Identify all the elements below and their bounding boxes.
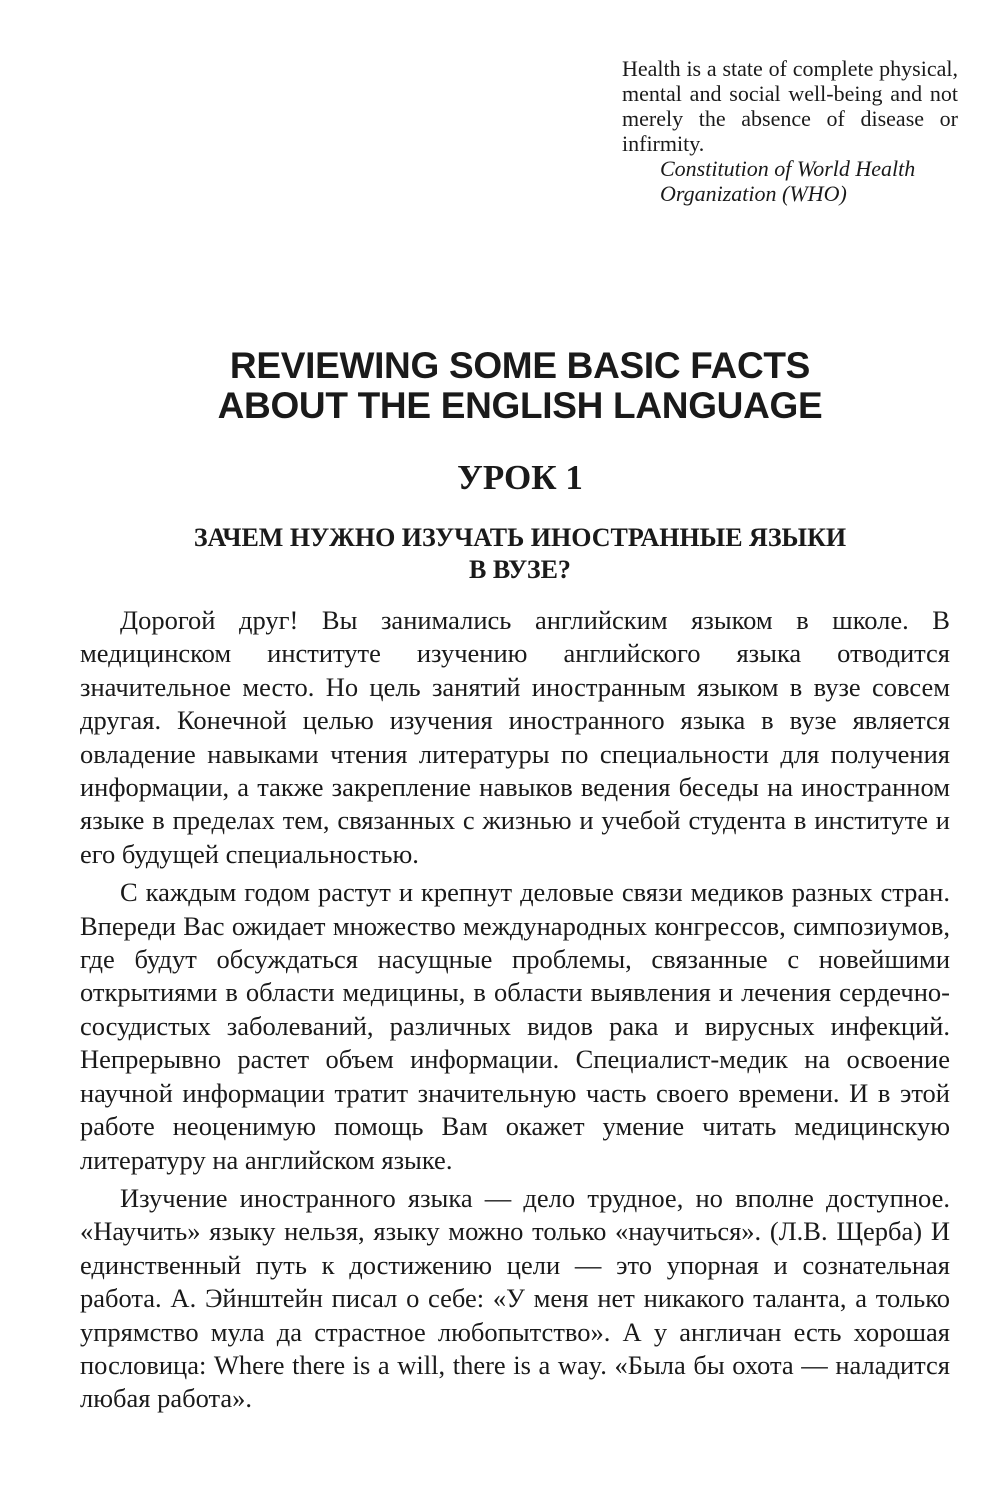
chapter-title	[60, 346, 980, 426]
chapter-title-line-1: REVIEWING SOME BASIC FACTS	[229, 345, 811, 386]
epigraph-source-line-1: Constitution of World Health	[660, 156, 916, 181]
paragraph: Дорогой друг! Вы занимались английским языком в школе. В медицинском институте изучению английского языка отводится значительное место. Но цель занятий иностранным языком в вузе совсем другая. Конечной целью изучения иностранного языка в вузе является овладение навыками чтения литературы по специальности для получения информации, а также закрепление навыков ведения беседы на иностранном языке в пределах тем, связанных с жизнью и учебой студента в институте и его будущей специальностью.	[80, 605, 950, 869]
body-text	[80, 604, 950, 1421]
epigraph-source-line-2: Organization (WHO)	[660, 181, 847, 206]
chapter-title-line-2: ABOUT THE ENGLISH LANGUAGE	[217, 385, 823, 426]
epigraph-text: Health is a state of complete physical, mental and social well-being and not merely the absence of disease or infirmity.	[622, 56, 958, 156]
epigraph-source	[622, 156, 958, 206]
paragraph: С каждым годом растут и крепнут деловые связи медиков разных стран. Впереди Вас ожидает множество международных конгрессов, симпозиумов, где будут обсуждаться насущные проблемы, связанные с новейшими открытиями в области медицины, в области выявления и лечения сердечно-сосудистых заболеваний, различных видов рака и вирусных инфекций. Непрерывно растет объем информации. Специалист-медик на освоение научной информации тратит значительную часть своего времени. И в этой работе неоценимую помощь Вам окажет умение читать медицинскую литературу на английском языке.	[80, 877, 950, 1175]
section-title-line-2: В ВУЗЕ?	[469, 555, 571, 584]
lesson-title: УРОК 1	[457, 458, 583, 497]
paragraph: Изучение иностранного языка — дело трудное, но вполне доступное. «Научить» языку нельзя, языку можно только «научиться». (Л.В. Щерба) И единственный путь к достижению цели — это упорная и сознательная работа. А. Эйнштейн писал о себе: «У меня нет никакого таланта, а только упрямство мула да страстное любопытство». А у англичан есть хорошая пословица: Where there is a will, there is a way. «Была бы охота — наладится любая работа».	[80, 1182, 950, 1414]
epigraph	[622, 56, 958, 206]
section-title	[60, 522, 980, 586]
section-title-line-1: ЗАЧЕМ НУЖНО ИЗУЧАТЬ ИНОСТРАННЫЕ ЯЗЫКИ	[193, 523, 847, 552]
